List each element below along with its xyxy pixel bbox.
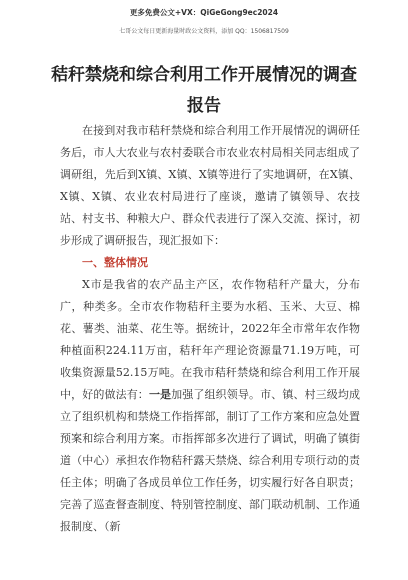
document-title: 秸秆禁烧和综合利用工作开展情况的调查报告 [51,65,357,116]
section-text-b: 加强了组织领导。市、镇、村三级均成立了组织机构和禁烧工作指挥部，制订了工作方案和应急处置预案和综合利用方案。市指挥部多次进行了调试，明确了镇街道（中心）承担农作物秸秆露天禁烧、综合利用专项行动的责任主体；明确了各成员单位工作任务，切实履行好各自职责；完善了巡查督查制度、特别管控制度、部门联动机制、工作通报制度、（新 [60,388,361,533]
section-paragraph [60,274,360,538]
bold-marker: 一是 [148,388,172,401]
document-body [60,120,360,538]
intro-paragraph: 在接到对我市秸秆禁烧和综合利用工作开展情况的调研任务后，市人大农业与农村委联合市农业农村局相关同志组成了调研组，先后到X镇、X镇、X镇等进行了实地调研，在X镇、X镇、X镇、农业农村局进行了座谈，邀请了镇领导、农技站、村支书、种粮大户、群众代表进行了深入交流、探讨，初步形成了调研报告，现汇报如下： [60,124,360,247]
section-text-a: X市是我省的农产品主产区，农作物秸秆产量大，分布广，种类多。全市农作物秸秆主要为水稻、玉米、大豆、棉花、薯类、油菜、花生等。据统计，2022年全市常年农作物种植面积224.11万亩，秸秆年产理论资源量71.19万吨，可收集资源量52.15万吨。在我市秸秆禁烧和综合利用工作开展中，好的做法有： [60,278,360,401]
header-subline: 七哥公文每日更新海量时政公文资料，添加 QQ：1506817509 [119,28,289,35]
top-banner [0,0,408,16]
banner-text: 更多免费公文+VX：QiGeGong9ec2024 [129,8,279,17]
section-heading: 一、整体情况 [82,256,148,269]
